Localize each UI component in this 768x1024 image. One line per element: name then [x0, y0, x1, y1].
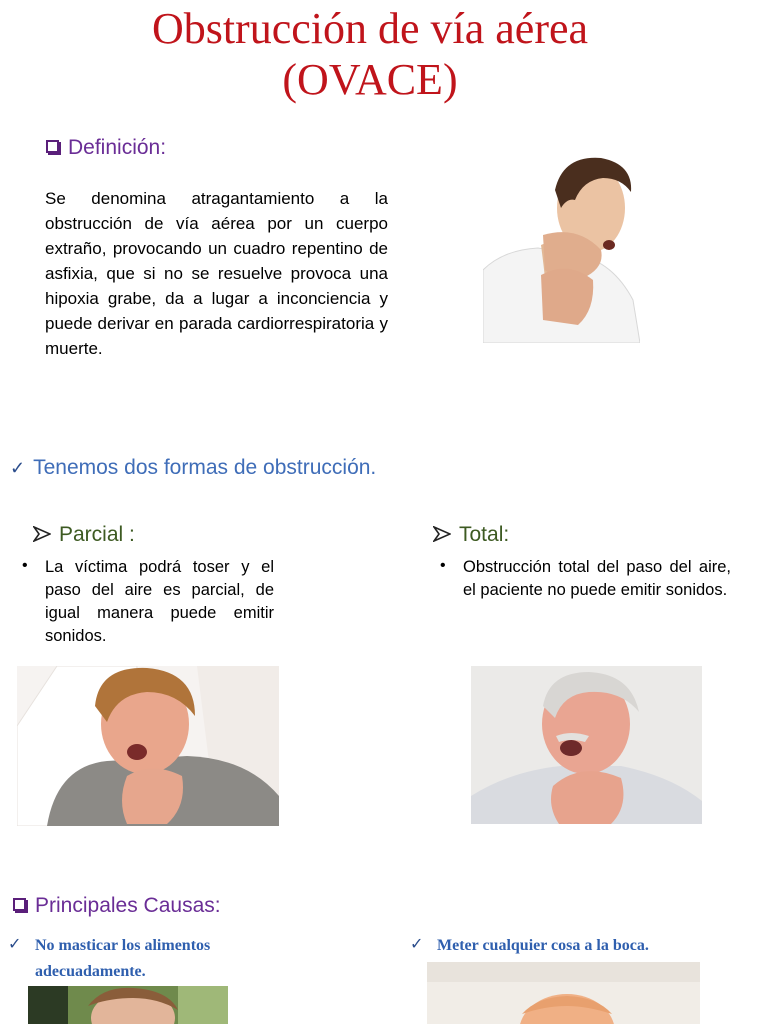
total-heading: Total:	[433, 521, 509, 549]
parcial-heading: Parcial :	[33, 521, 135, 549]
baby-mouth-image	[427, 962, 700, 1024]
total-choking-man-image	[471, 666, 702, 824]
cause-item-1: No masticar los alimentos adecuadamente.	[35, 937, 211, 980]
page-title: Obstrucción de vía aérea	[151, 4, 589, 53]
cause-item-2: Meter cualquier cosa a la boca.	[437, 937, 649, 954]
formas-heading: ✓ Tenemos dos formas de obstrucción.	[10, 456, 377, 479]
parcial-text: La víctima podrá toser y el paso del aire es parcial, de igual manera puede emitir sonidos.	[45, 558, 274, 645]
partial-choking-woman-image	[17, 666, 279, 826]
definicion-text: Se denomina atragantamiento a la obstrucción de vía aérea por un cuerpo extraño, provocando un cuadro repentino de asfixia, que si no se resuelve provoca una hipoxia grabe, da a lugar a inconciencia y puede derivar en parada cardiorrespiratoria y muerte.	[45, 189, 388, 358]
checkmark-icon: ✓	[10, 458, 26, 478]
total-bullet: •	[440, 557, 446, 574]
square-bullet-icon	[46, 140, 59, 153]
square-bullet-icon	[13, 898, 26, 911]
checkmark-icon: ✓	[410, 936, 424, 953]
causas-heading: Principales Causas:	[13, 892, 221, 920]
arrow-right-icon	[433, 526, 451, 542]
parcial-bullet: •	[22, 557, 28, 574]
arrow-right-icon	[33, 526, 51, 542]
page-subtitle: (OVACE)	[282, 55, 458, 104]
checkmark-icon: ✓	[8, 936, 22, 953]
total-text: Obstrucción total del paso del aire, el paciente no puede emitir sonidos.	[463, 558, 731, 599]
choking-man-image	[483, 150, 640, 343]
definicion-heading: Definición:	[46, 134, 166, 162]
child-eating-image	[28, 986, 228, 1024]
